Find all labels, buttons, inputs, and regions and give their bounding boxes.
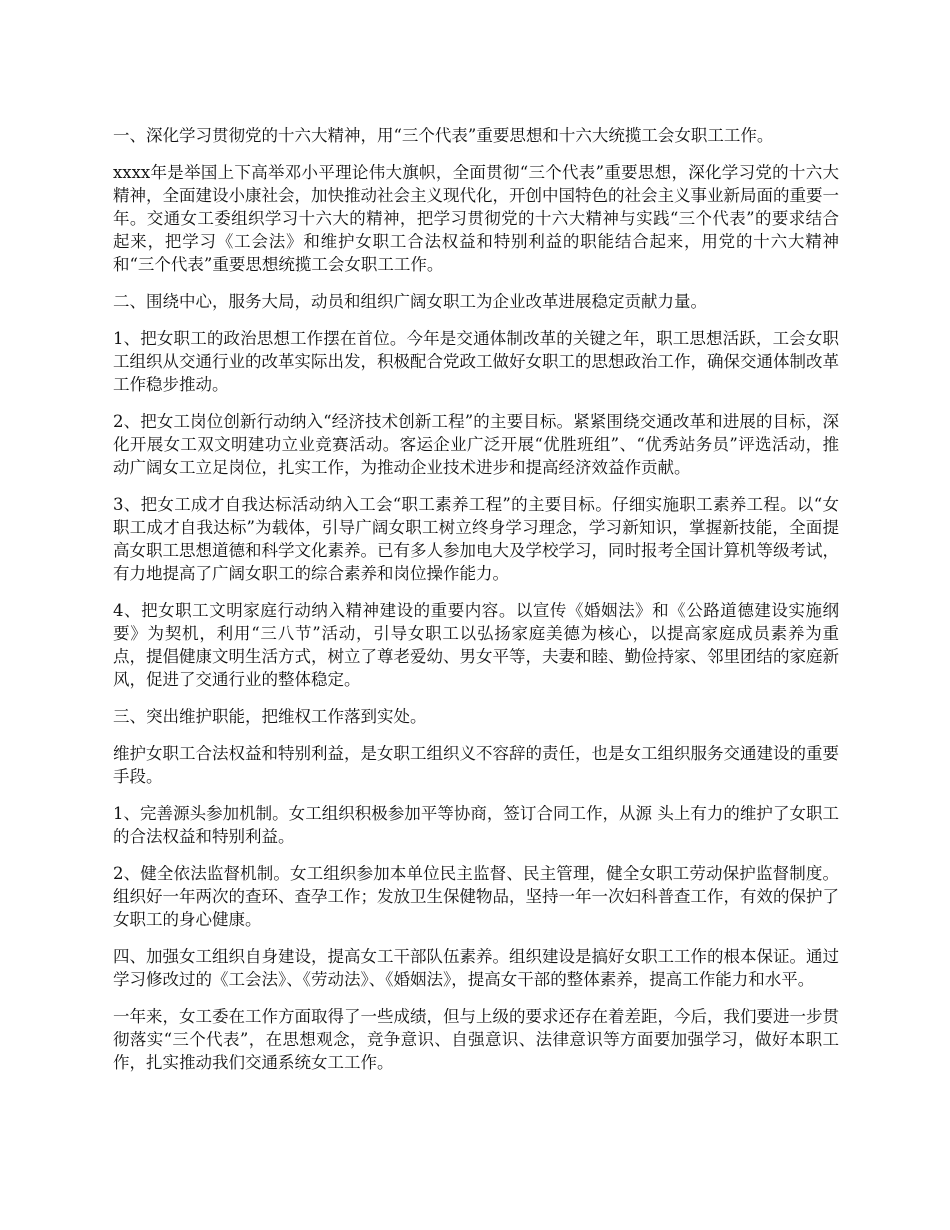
paragraph: 维护女职工合法权益和特别利益，是女职工组织义不容辞的责任，也是女工组织服务交通建设的重要手段。: [113, 744, 839, 786]
paragraph: 一年来，女工委在工作方面取得了一些成绩，但与上级的要求还存在着差距，今后，我们要进一步贯彻落实“三个代表”，在思想观念，竞争意识、自强意识、法律意识等方面要加强学习，做好本职工作，扎实推动我们交通系统女工工作。: [113, 1007, 839, 1072]
paragraph: 1、完善源头参加机制。女工组织积极参加平等协商，签订合同工作，从源 头上有力的维护了女职工的合法权益和特别利益。: [113, 804, 839, 846]
paragraph: 2、把女工岗位创新行动纳入“经济技术创新工程”的主要目标。紧紧围绕交通改革和进展的目标，深化开展女工双文明建功立业竞赛活动。客运企业广泛开展“优胜班组”、“优秀站务员”评选活动，推动广阔女工立足岗位，扎实工作，为推动企业技术进步和提高经济效益作贡献。: [113, 412, 839, 477]
paragraph: xxxx年是举国上下高举邓小平理论伟大旗帜，全面贯彻“三个代表”重要思想，深化学习党的十六大精神，全面建设小康社会，加快推动社会主义现代化，开创中国特色的社会主义事业新局面的重要一年。交通女工委组织学习十六大的精神，把学习贯彻党的十六大精神与实践“三个代表”的要求结合起来，把学习《工会法》和维护女职工合法权益和特别利益的职能结合起来，用党的十六大精神和“三个代表”重要思想统揽工会女职工工作。: [113, 163, 839, 274]
section-heading-3: 三、突出维护职能，把维权工作落到实处。: [113, 707, 427, 726]
section-heading-1: 一、深化学习贯彻党的十六大精神，用“三个代表”重要思想和十六大统揽工会女职工工作。: [113, 126, 774, 145]
paragraph: 4、把女职工文明家庭行动纳入精神建设的重要内容。以宣传《婚姻法》和《公路道德建设实施纲要》为契机，利用“三八节”活动，引导女职工以弘扬家庭美德为核心，以提高家庭成员素养为重点，提倡健康文明生活方式，树立了尊老爱幼、男女平等，夫妻和睦、勤俭持家、邻里团结的家庭新风，促进了交通行业的整体稳定。: [113, 601, 839, 689]
paragraph: 1、把女职工的政治思想工作摆在首位。今年是交通体制改革的关键之年，职工思想活跃，工会女职工组织从交通行业的改革实际出发，积极配合党政工做好女职工的思想政治工作，确保交通体制改革工作稳步推动。: [113, 329, 839, 394]
document-body: [113, 124, 839, 1088]
section-heading-2: 二、围绕中心，服务大局，动员和组织广阔女职工为企业改革进展稳定贡献力量。: [113, 292, 707, 311]
section-heading-4: 四、加强女工组织自身建设，提高女工干部队伍素养。组织建设是搞好女职工工作的根本保证。通过学习修改过的《工会法》、《劳动法》、《婚姻法》，提高女干部的整体素养，提高工作能力和水平。: [113, 947, 839, 989]
paragraph: 2、健全依法监督机制。女工组织参加本单位民主监督、民主管理，健全女职工劳动保护监督制度。组织好一年两次的查环、查孕工作；发放卫生保健物品，坚持一年一次妇科普查工作，有效的保护了女职工的身心健康。: [113, 864, 839, 929]
paragraph: 3、把女工成才自我达标活动纳入工会“职工素养工程”的主要目标。仔细实施职工素养工程。以“女职工成才自我达标”为载体，引导广阔女职工树立终身学习理念，学习新知识，掌握新技能，全面提高女职工思想道德和科学文化素养。已有多人参加电大及学校学习，同时报考全国计算机等级考试，有力地提高了广阔女职工的综合素养和岗位操作能力。: [113, 495, 839, 583]
